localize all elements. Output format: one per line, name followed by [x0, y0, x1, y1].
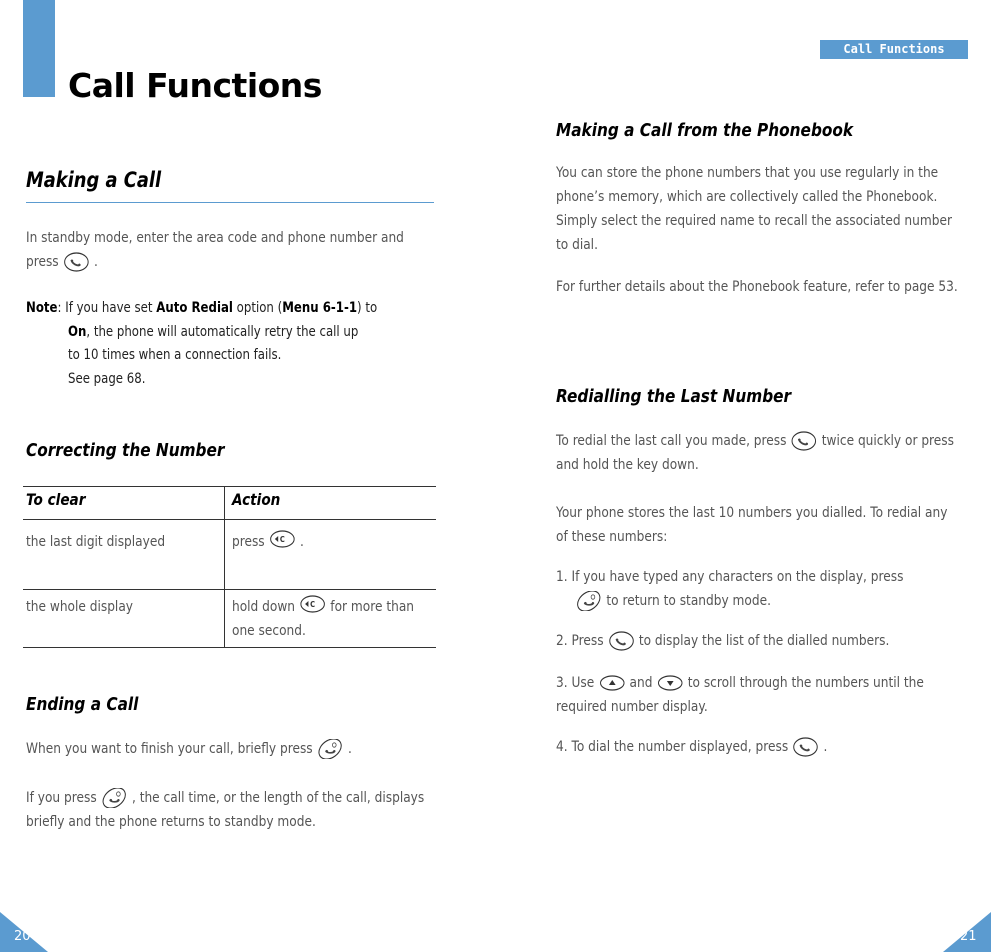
phonebook-heading: Making a Call from the Phonebook: [556, 120, 854, 141]
redial-heading: Redialling the Last Number: [556, 386, 792, 407]
chapter-title: Call Functions: [68, 66, 322, 105]
clear-key-icon: [300, 594, 325, 614]
redial-step-2: 2. Press to display the list of the dialled numbers.: [556, 633, 890, 649]
auto-redial-note: Note: If you have set Auto Redial option (Menu 6-1-1) to On, the phone will automatically retry the call up to 10 times when a connection fails. See page 68.: [26, 300, 378, 387]
redial-paragraph-2: Your phone stores the last 10 numbers you dialled. To redial any of these numbers:: [556, 505, 948, 545]
table-row-2-action: hold down for more than one second.: [232, 595, 438, 643]
ending-a-call-heading: Ending a Call: [26, 694, 139, 715]
redial-step-3: 3. Use and to scroll through the numbers until the required number display.: [556, 675, 924, 715]
end-key-icon: [102, 788, 127, 808]
table-row-2-clear: the whole display: [26, 599, 133, 615]
table-top-rule: [23, 486, 436, 487]
phonebook-paragraph-1: You can store the phone numbers that you use regularly in the phone’s memory, which are collectively called the Phonebook. Simply select the required name to recall the associated number to dial.: [556, 165, 952, 253]
table-column-divider: [224, 486, 225, 647]
send-key-icon: [64, 252, 89, 272]
send-key-icon: [793, 737, 818, 757]
phonebook-paragraph-2: For further details about the Phonebook feature, refer to page 53.: [556, 279, 958, 295]
table-header-rule: [23, 519, 436, 520]
making-call-paragraph: In standby mode, enter the area code and phone number and press .: [26, 230, 404, 270]
page-number-left: 20: [14, 929, 31, 944]
table-row-1-action: press .: [232, 530, 442, 554]
table-header-to-clear: To clear: [26, 490, 86, 509]
redial-paragraph-1: To redial the last call you made, press twice quickly or press and hold the key down.: [556, 433, 954, 473]
send-key-icon: [609, 631, 634, 651]
running-header-tag: Call Functions: [820, 40, 968, 59]
correcting-number-heading: Correcting the Number: [26, 440, 225, 461]
table-header-action: Action: [232, 490, 281, 509]
redial-step-4: 4. To dial the number displayed, press .: [556, 739, 828, 755]
table-row-1-clear: the last digit displayed: [26, 534, 166, 550]
chapter-accent-bar: [23, 0, 55, 97]
redial-step-1: 1. If you have typed any characters on the display, press to return to standby mode.: [556, 565, 963, 613]
clear-key-icon: [270, 529, 295, 549]
end-key-icon: [576, 591, 601, 611]
up-key-icon: [599, 673, 624, 693]
making-a-call-heading: Making a Call: [26, 168, 162, 192]
table-bottom-rule: [23, 647, 436, 648]
heading-rule: [26, 202, 434, 203]
down-key-icon: [657, 673, 682, 693]
ending-call-paragraph-1: When you want to finish your call, briefly press .: [26, 737, 435, 761]
end-key-icon: [318, 739, 343, 759]
table-row-rule: [23, 589, 436, 590]
page-number-right: 21: [960, 929, 977, 944]
send-key-icon: [792, 431, 817, 451]
ending-call-paragraph-2: If you press , the call time, or the length of the call, displays briefly and the phone returns to standby mode.: [26, 786, 435, 834]
